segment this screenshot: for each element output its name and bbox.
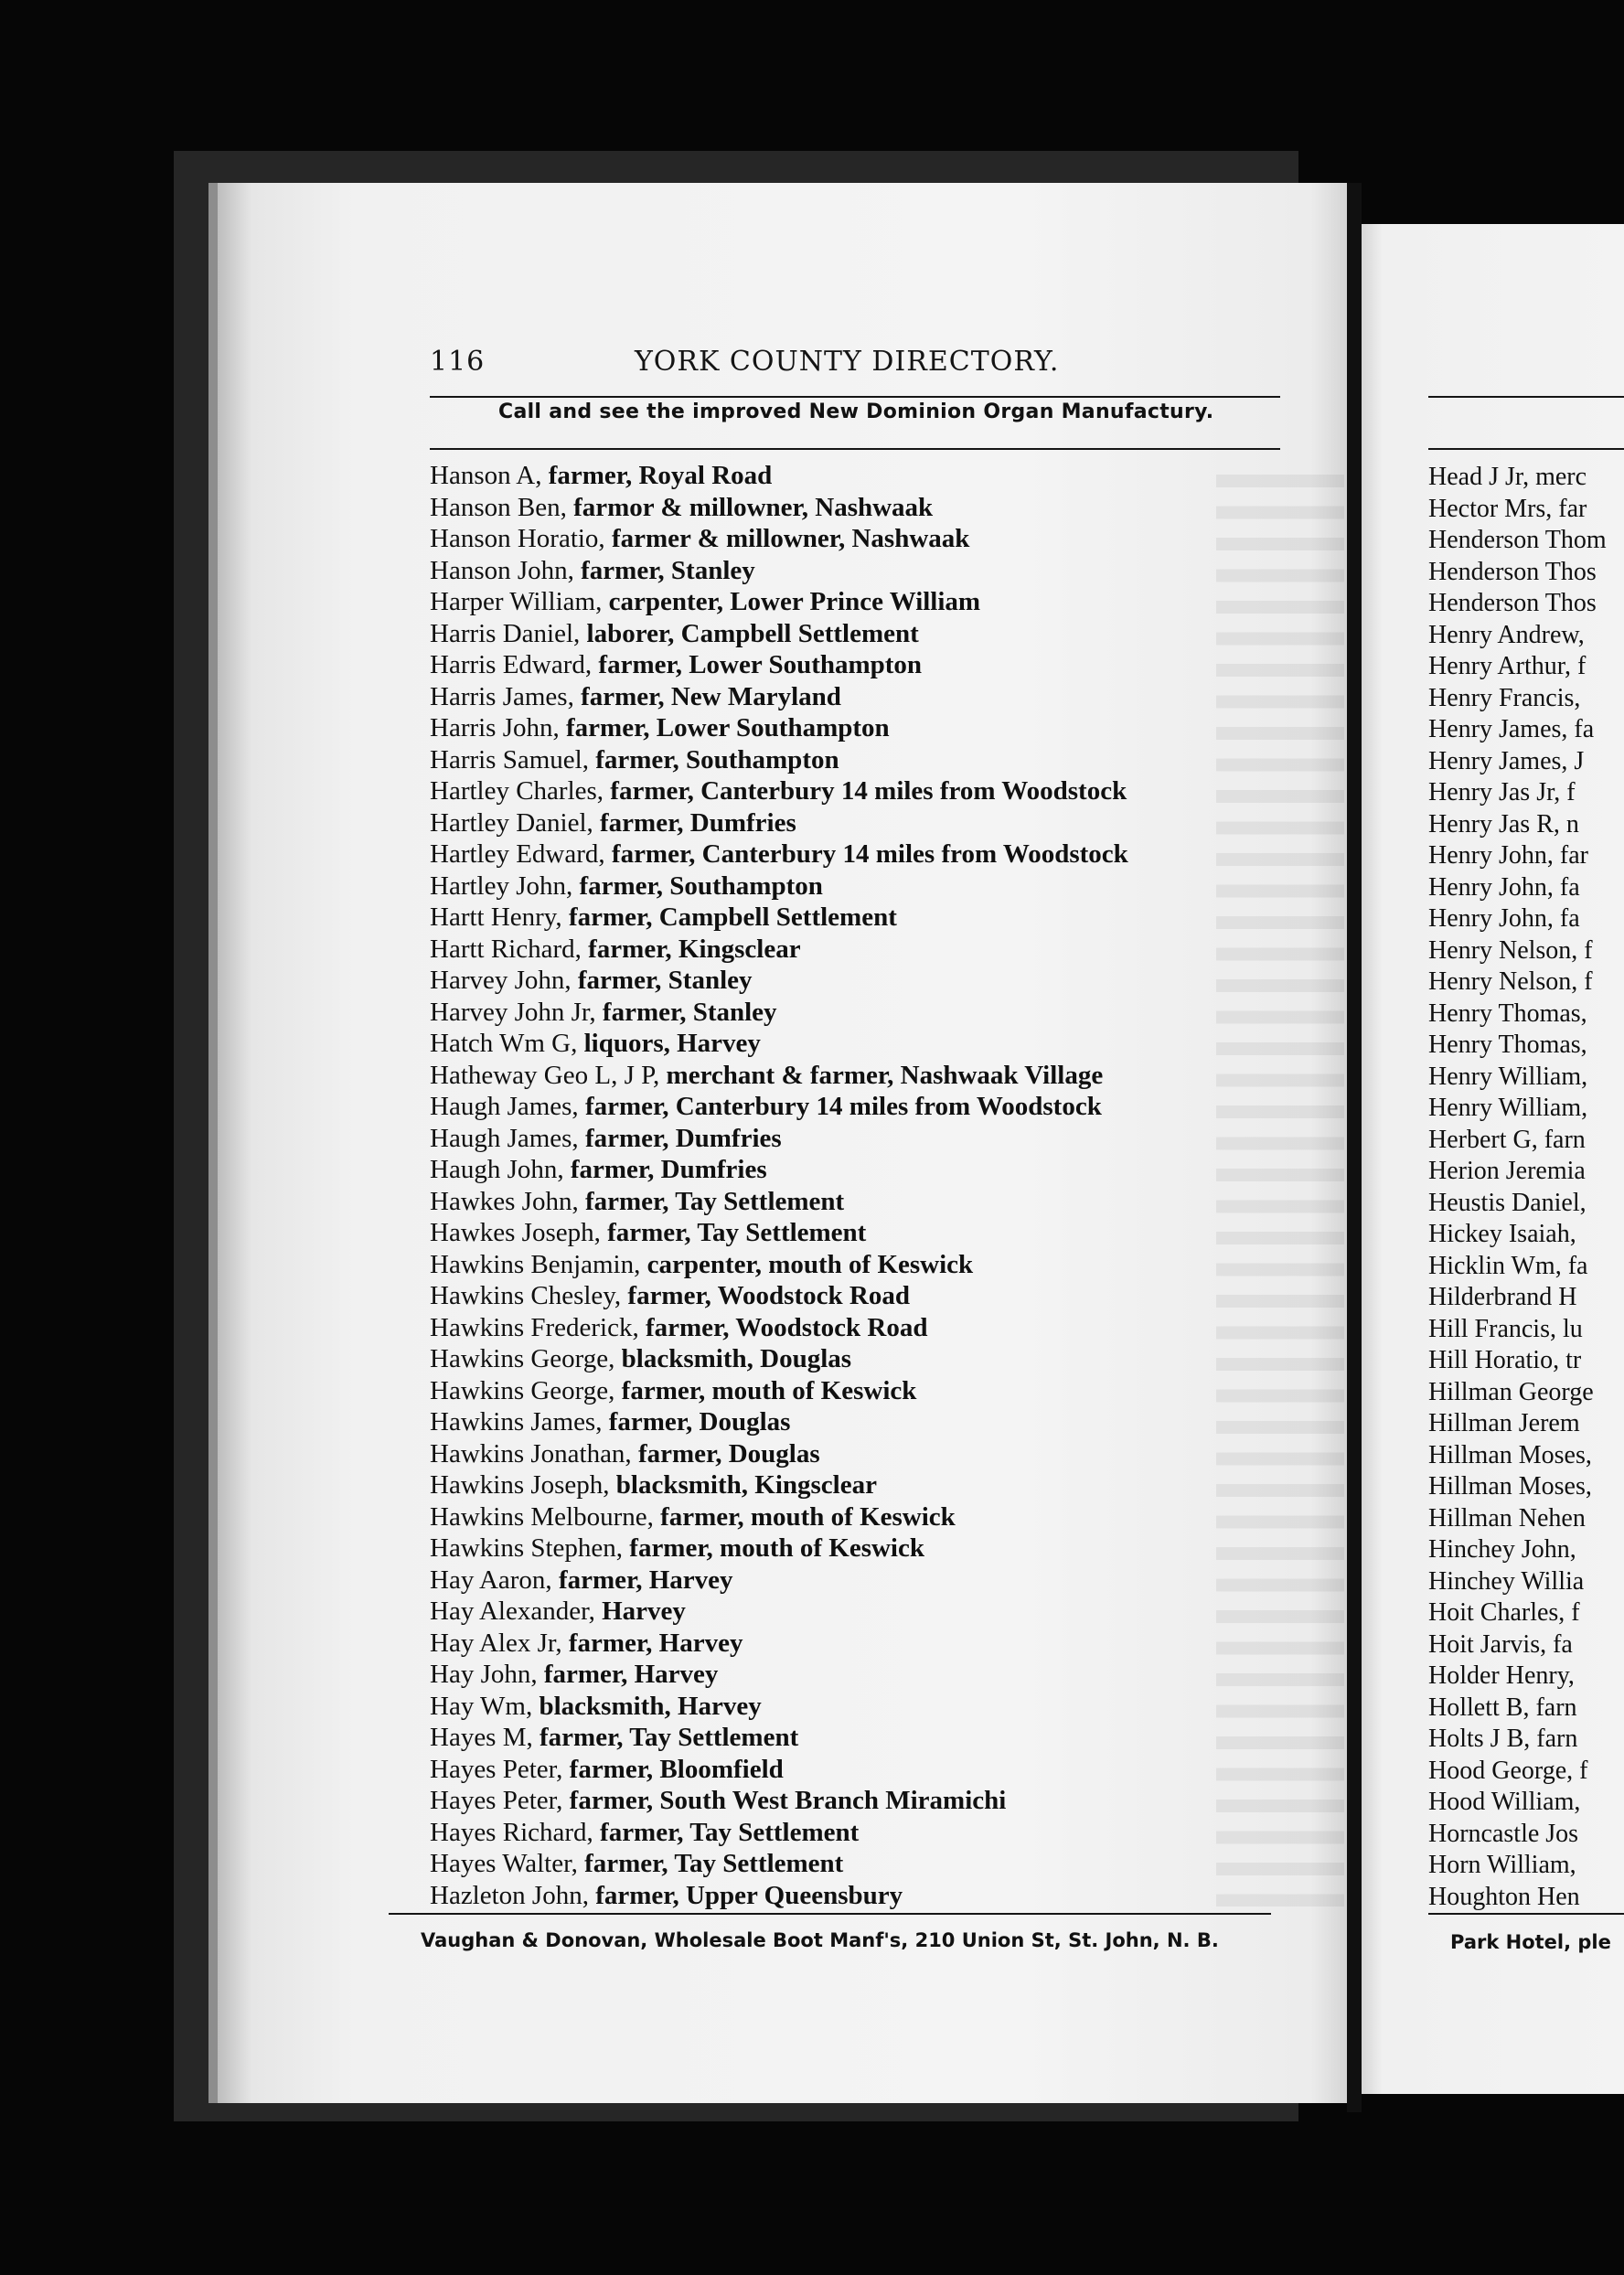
right-directory-entry: Henry Thomas, — [1428, 999, 1587, 1028]
right-directory-entry: Henry Jas R, n — [1428, 809, 1579, 838]
right-directory-entries — [1428, 462, 1624, 1913]
entry-name: Hanson Horatio, — [430, 524, 605, 553]
right-directory-entry: Hilderbrand H — [1428, 1283, 1577, 1311]
entry-details: farmer, Woodstock Road — [638, 1312, 928, 1342]
entry-name: Hanson A, — [430, 461, 542, 490]
entry-name: Hartt Richard, — [430, 934, 582, 964]
directory-entry — [430, 807, 1344, 839]
directory-entry — [430, 1028, 1344, 1060]
right-directory-entry: Henry James, fa — [1428, 715, 1595, 743]
directory-entry — [430, 1469, 1344, 1501]
entry-name: Hawkes John, — [430, 1186, 579, 1216]
entry-details: farmer, Tay Settlement — [532, 1723, 799, 1752]
entry-details: farmer, Southampton — [572, 870, 823, 901]
right-directory-entry: Holder Henry, — [1428, 1661, 1575, 1690]
entry-details: liquors, Harvey — [577, 1029, 761, 1058]
directory-entry — [430, 1060, 1344, 1092]
directory-entry — [430, 1817, 1344, 1849]
entry-name: Hawkins Jonathan, — [430, 1438, 632, 1469]
entry-details: blacksmith, Douglas — [614, 1344, 852, 1373]
directory-entry — [430, 1091, 1344, 1123]
right-directory-entry: Hood William, — [1428, 1788, 1581, 1816]
right-directory-entry: Herion Jeremia — [1428, 1157, 1586, 1185]
right-directory-entry: Hicklin Wm, fa — [1428, 1251, 1588, 1280]
banner-rule — [430, 448, 1280, 450]
entry-details: farmer, Tay Settlement — [593, 1817, 860, 1847]
entry-name: Hartt Henry, — [430, 903, 562, 932]
entry-details: farmer, South West Branch Miramichi — [562, 1786, 1007, 1815]
right-directory-entry: Henry Arthur, f — [1428, 652, 1587, 680]
right-directory-entry: Hoit Charles, f — [1428, 1598, 1580, 1627]
entry-name: Harris James, — [430, 681, 574, 711]
entry-name: Hartley Charles, — [430, 776, 604, 806]
directory-entry — [430, 1343, 1344, 1375]
right-directory-entry: Henderson Thom — [1428, 526, 1607, 554]
right-directory-entry: Hillman George — [1428, 1377, 1594, 1406]
entry-details: farmer, Harvey — [551, 1565, 733, 1595]
directory-entry — [430, 492, 1344, 524]
entry-details: farmer, Harvey — [537, 1660, 719, 1689]
directory-entry — [430, 775, 1344, 807]
entry-name: Hayes Walter, — [430, 1849, 578, 1878]
right-banner-rule — [1428, 448, 1624, 450]
entry-details: farmer, Woodstock Road — [621, 1281, 910, 1310]
entry-details: laborer, Campbell Settlement — [580, 618, 919, 648]
entry-details: farmer, Campbell Settlement — [561, 903, 897, 932]
directory-entry — [430, 1722, 1344, 1754]
entry-name: Hanson John, — [430, 555, 574, 585]
entry-details: farmor & millowner, Nashwaak — [566, 492, 934, 522]
entry-details: farmer, Canterbury 14 miles from Woodstock — [604, 776, 1127, 806]
entry-details: carpenter, mouth of Keswick — [640, 1249, 974, 1279]
entry-name: Hay Wm, — [430, 1691, 533, 1721]
directory-entry — [430, 523, 1344, 555]
footer-rule — [389, 1913, 1271, 1915]
directory-entry — [430, 618, 1344, 650]
directory-entry — [430, 1565, 1344, 1597]
directory-entry — [430, 1785, 1344, 1817]
entry-details: farmer, Harvey — [561, 1628, 743, 1658]
entry-name: Hay John, — [430, 1660, 538, 1689]
directory-entry — [430, 870, 1344, 903]
entry-name: Hawkins George, — [430, 1375, 615, 1405]
right-footer-rule — [1428, 1913, 1624, 1915]
entry-name: Hawkins Melbourne, — [430, 1501, 654, 1532]
entry-name: Hawkins Benjamin, — [430, 1249, 641, 1279]
entry-details: farmer, Royal Road — [541, 461, 773, 490]
right-directory-entry: Henderson Thos — [1428, 589, 1597, 617]
entry-details: farmer, New Maryland — [573, 681, 841, 711]
right-directory-entry: Henry Thomas, — [1428, 1031, 1587, 1059]
right-directory-entry: Hinchey Willia — [1428, 1566, 1585, 1596]
book-gutter — [1347, 183, 1362, 2112]
entry-name: Hawkes Joseph, — [430, 1218, 601, 1247]
advert-footer: Vaughan & Donovan, Wholesale Boot Manf's, 210 Union St, St. John, N. B. — [421, 1929, 1219, 1951]
entry-name: Hawkins Frederick, — [430, 1312, 639, 1342]
right-directory-entry: Hector Mrs, far — [1428, 494, 1587, 523]
right-directory-entry: Henry Nelson, f — [1428, 967, 1593, 996]
entry-details: merchant & farmer, Nashwaak Village — [659, 1060, 1104, 1090]
entry-details: farmer, Tay Settlement — [577, 1849, 844, 1878]
entry-name: Hartley John, — [430, 870, 573, 901]
directory-entry — [430, 934, 1344, 966]
directory-entries — [430, 460, 1344, 1911]
directory-entry — [430, 1312, 1344, 1344]
entry-details: farmer, Lower Southampton — [592, 650, 923, 679]
directory-entry — [430, 649, 1344, 681]
entry-details: blacksmith, Kingsclear — [609, 1470, 877, 1500]
right-directory-entry: Henderson Thos — [1428, 557, 1597, 586]
entry-details: farmer, Dumfries — [578, 1123, 782, 1153]
entry-details: farmer, Upper Queensbury — [588, 1880, 903, 1910]
directory-entry — [430, 1691, 1344, 1723]
directory-entry — [430, 1186, 1344, 1218]
entry-details: farmer, Canterbury 14 miles from Woodstock — [578, 1092, 1102, 1121]
directory-entry — [430, 1249, 1344, 1281]
directory-entry — [430, 1438, 1344, 1470]
advert-banner: Call and see the improved New Dominion Organ Manufactury. — [498, 401, 1214, 423]
entry-name: Hatheway Geo L, J P, — [430, 1060, 660, 1090]
entry-name: Hay Alex Jr, — [430, 1628, 562, 1658]
entry-name: Harris Daniel, — [430, 618, 581, 648]
entry-name: Harvey John, — [430, 966, 572, 995]
right-directory-entry: Henry William, — [1428, 1062, 1588, 1091]
right-directory-entry: Henry John, fa — [1428, 872, 1580, 902]
right-directory-entry: Henry Nelson, f — [1428, 935, 1593, 965]
entry-details: farmer, Tay Settlement — [578, 1186, 845, 1216]
entry-details: farmer, mouth of Keswick — [614, 1375, 917, 1405]
entry-details: farmer, Douglas — [631, 1438, 820, 1469]
entry-name: Hay Alexander, — [430, 1597, 595, 1626]
right-directory-entry: Henry John, far — [1428, 841, 1588, 870]
entry-name: Hawkins George, — [430, 1344, 615, 1373]
directory-entry — [430, 1880, 1344, 1912]
entry-name: Hawkins James, — [430, 1407, 603, 1437]
header-rule — [430, 396, 1280, 398]
directory-entry — [430, 902, 1344, 934]
right-directory-entry: Herbert G, farn — [1428, 1125, 1586, 1154]
page-title: YORK COUNTY DIRECTORY. — [635, 346, 1060, 378]
entry-name: Hayes M, — [430, 1723, 533, 1752]
right-directory-entry: Horncastle Jos — [1428, 1819, 1579, 1848]
entry-details: farmer, Stanley — [571, 966, 753, 995]
entry-name: Hanson Ben, — [430, 492, 567, 522]
directory-entry — [430, 1217, 1344, 1249]
entry-details: farmer, Tay Settlement — [600, 1218, 867, 1247]
entry-name: Haugh James, — [430, 1123, 579, 1153]
entry-name: Harris John, — [430, 713, 560, 742]
right-directory-entry: Henry James, J — [1428, 746, 1585, 775]
entry-details: farmer & millowner, Nashwaak — [604, 524, 970, 553]
entry-details: farmer, Dumfries — [563, 1155, 767, 1184]
right-directory-entry: Hollett B, farn — [1428, 1693, 1577, 1722]
entry-details: farmer, mouth of Keswick — [653, 1501, 956, 1532]
right-directory-entry: Henry William, — [1428, 1094, 1588, 1122]
directory-entry — [430, 1659, 1344, 1691]
right-directory-entry: Hickey Isaiah, — [1428, 1220, 1576, 1248]
entry-name: Harris Samuel, — [430, 744, 589, 774]
right-directory-entry: Hoit Jarvis, fa — [1428, 1629, 1573, 1659]
entry-name: Haugh John, — [430, 1155, 564, 1184]
directory-entry — [430, 1596, 1344, 1628]
directory-entry — [430, 1154, 1344, 1186]
directory-entry — [430, 681, 1344, 713]
right-directory-entry: Heustis Daniel, — [1428, 1188, 1587, 1217]
directory-entry — [430, 555, 1344, 587]
directory-entry — [430, 1533, 1344, 1565]
right-directory-entry: Hillman Jerem — [1428, 1409, 1580, 1437]
entry-details: farmer, Bloomfield — [562, 1754, 784, 1784]
right-header-rule — [1428, 396, 1624, 398]
right-directory-entry: Holts J B, farn — [1428, 1725, 1578, 1753]
entry-name: Hay Aaron, — [430, 1565, 552, 1595]
page-header — [430, 346, 1271, 391]
entry-details: carpenter, Lower Prince William — [602, 587, 981, 616]
directory-entry — [430, 1280, 1344, 1312]
right-directory-entry: Hinchey John, — [1428, 1535, 1576, 1564]
entry-name: Hawkins Joseph, — [430, 1470, 610, 1500]
page-number: 116 — [430, 346, 486, 378]
directory-entry — [430, 1123, 1344, 1155]
entry-name: Hawkins Stephen, — [430, 1533, 624, 1563]
right-directory-entry: Henry Francis, — [1428, 683, 1581, 712]
directory-entry — [430, 997, 1344, 1029]
directory-entry — [430, 460, 1344, 492]
entry-details: farmer, Lower Southampton — [559, 713, 890, 742]
entry-details: farmer, Dumfries — [593, 807, 796, 838]
directory-entry — [430, 1628, 1344, 1660]
entry-details: Harvey — [594, 1597, 686, 1626]
entry-name: Harper William, — [430, 587, 603, 616]
directory-entry — [430, 965, 1344, 997]
entry-details: farmer, mouth of Keswick — [623, 1533, 924, 1563]
entry-details: farmer, Canterbury 14 miles from Woodstock — [604, 839, 1128, 869]
entry-details: farmer, Stanley — [595, 997, 777, 1027]
entry-name: Hayes Peter, — [430, 1754, 563, 1784]
entry-details: farmer, Southampton — [588, 744, 839, 774]
entry-name: Hartley Daniel, — [430, 807, 593, 838]
directory-entry — [430, 586, 1344, 618]
entry-name: Harvey John Jr, — [430, 997, 596, 1027]
entry-name: Haugh James, — [430, 1092, 579, 1121]
directory-entry — [430, 1848, 1344, 1880]
entry-details: farmer, Stanley — [573, 555, 755, 585]
directory-entry — [430, 838, 1344, 870]
directory-entry — [430, 1501, 1344, 1533]
right-directory-entry: Henry Jas Jr, f — [1428, 778, 1576, 806]
right-directory-entry: Hillman Moses, — [1428, 1472, 1592, 1501]
entry-name: Hawkins Chesley, — [430, 1281, 622, 1310]
right-directory-entry: Hill Horatio, tr — [1428, 1346, 1582, 1374]
right-directory-entry: Hillman Moses, — [1428, 1440, 1592, 1469]
right-directory-entry: Houghton Hen — [1428, 1882, 1580, 1911]
right-directory-entry: Hill Francis, lu — [1428, 1314, 1583, 1343]
entry-details: farmer, Kingsclear — [581, 934, 801, 964]
right-advert-footer: Park Hotel, ple — [1450, 1931, 1611, 1953]
entry-details: blacksmith, Harvey — [532, 1691, 762, 1721]
entry-name: Hayes Peter, — [430, 1786, 563, 1815]
directory-entry — [430, 1754, 1344, 1786]
right-directory-entry: Hillman Nehen — [1428, 1503, 1586, 1533]
entry-name: Hartley Edward, — [430, 839, 605, 869]
right-directory-entry: Head J Jr, merc — [1428, 463, 1587, 491]
right-directory-entry: Horn William, — [1428, 1851, 1576, 1879]
entry-details: farmer, Douglas — [602, 1407, 791, 1437]
directory-entry — [430, 1375, 1344, 1407]
directory-entry — [430, 712, 1344, 744]
directory-entry — [430, 1406, 1344, 1438]
right-directory-entry: Henry Andrew, — [1428, 620, 1585, 649]
entry-name: Hatch Wm G, — [430, 1029, 578, 1058]
right-directory-entry: Hood George, f — [1428, 1756, 1588, 1785]
directory-entry — [430, 744, 1344, 776]
entry-name: Hayes Richard, — [430, 1817, 593, 1847]
right-directory-entry: Henry John, fa — [1428, 904, 1580, 933]
entry-name: Hazleton John, — [430, 1880, 589, 1910]
entry-name: Harris Edward, — [430, 650, 593, 679]
